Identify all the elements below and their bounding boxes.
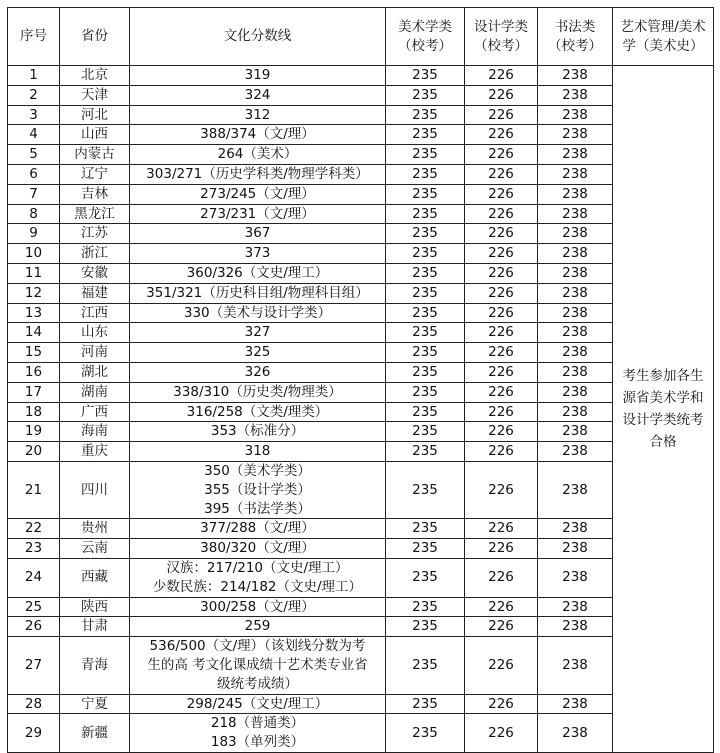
table-row <box>8 85 714 105</box>
row-culture-score-cell: 259 <box>130 617 386 637</box>
row-calligraphy-score-cell: 238 <box>538 263 613 283</box>
row-design-score-cell: 226 <box>465 303 538 323</box>
row-province-cell: 云南 <box>60 539 130 559</box>
row-design-score-cell: 226 <box>465 519 538 539</box>
row-design-score-cell: 226 <box>465 539 538 559</box>
row-design-score-cell: 226 <box>465 164 538 184</box>
row-province-cell: 海南 <box>60 422 130 442</box>
row-design-score-cell: 226 <box>465 558 538 597</box>
table-row <box>8 382 714 402</box>
header-seq: 序号 <box>8 8 60 66</box>
table-row <box>8 343 714 363</box>
table-row <box>8 263 714 283</box>
row-province-cell: 广西 <box>60 402 130 422</box>
row-culture-score-cell: 316/258（文类/理类） <box>130 402 386 422</box>
table-row <box>8 558 714 597</box>
table-row <box>8 539 714 559</box>
row-seq-cell: 20 <box>8 442 60 462</box>
row-calligraphy-score-cell: 238 <box>538 362 613 382</box>
row-art-score-cell: 235 <box>386 85 465 105</box>
row-art-score-cell: 235 <box>386 362 465 382</box>
row-province-cell: 辽宁 <box>60 164 130 184</box>
row-province-cell: 河北 <box>60 105 130 125</box>
table-row <box>8 184 714 204</box>
row-art-score-cell: 235 <box>386 694 465 714</box>
row-art-score-cell: 235 <box>386 382 465 402</box>
row-culture-score-cell: 318 <box>130 442 386 462</box>
row-culture-score-cell: 353（标准分） <box>130 422 386 442</box>
table-row <box>8 303 714 323</box>
row-province-cell: 西藏 <box>60 558 130 597</box>
row-province-cell: 天津 <box>60 85 130 105</box>
table-row <box>8 597 714 617</box>
row-design-score-cell: 226 <box>465 145 538 165</box>
row-seq-cell: 29 <box>8 714 60 753</box>
header-culture-score: 文化分数线 <box>130 8 386 66</box>
row-design-score-cell: 226 <box>465 323 538 343</box>
row-seq-cell: 14 <box>8 323 60 343</box>
row-culture-score-cell: 380/320（文/理） <box>130 539 386 559</box>
row-design-score-cell: 226 <box>465 694 538 714</box>
row-calligraphy-score-cell: 238 <box>538 303 613 323</box>
table-row <box>8 204 714 224</box>
row-seq-cell: 10 <box>8 244 60 264</box>
row-province-cell: 安徽 <box>60 263 130 283</box>
row-province-cell: 黑龙江 <box>60 204 130 224</box>
row-calligraphy-score-cell: 238 <box>538 283 613 303</box>
row-calligraphy-score-cell: 238 <box>538 105 613 125</box>
row-culture-score-cell: 338/310（历史类/物理类） <box>130 382 386 402</box>
row-calligraphy-score-cell: 238 <box>538 442 613 462</box>
row-art-score-cell: 235 <box>386 343 465 363</box>
header-art: 美术学类 （校考） <box>386 8 465 66</box>
row-design-score-cell: 226 <box>465 105 538 125</box>
row-seq-cell: 19 <box>8 422 60 442</box>
row-design-score-cell: 226 <box>465 85 538 105</box>
table-row <box>8 283 714 303</box>
row-art-score-cell: 235 <box>386 539 465 559</box>
row-seq-cell: 25 <box>8 597 60 617</box>
row-art-score-cell: 235 <box>386 617 465 637</box>
row-seq-cell: 3 <box>8 105 60 125</box>
table-row <box>8 145 714 165</box>
row-design-score-cell: 226 <box>465 125 538 145</box>
row-province-cell: 北京 <box>60 66 130 86</box>
row-calligraphy-score-cell: 238 <box>538 184 613 204</box>
row-calligraphy-score-cell: 238 <box>538 125 613 145</box>
row-calligraphy-score-cell: 238 <box>538 343 613 363</box>
row-calligraphy-score-cell: 238 <box>538 519 613 539</box>
row-culture-score-cell: 351/321（历史科目组/物理科目组） <box>130 283 386 303</box>
row-design-score-cell: 226 <box>465 402 538 422</box>
row-calligraphy-score-cell: 238 <box>538 597 613 617</box>
art-management-note: 考生参加各生 源省美术学和 设计学类统考 合格 <box>613 66 714 753</box>
row-design-score-cell: 226 <box>465 461 538 518</box>
row-art-score-cell: 235 <box>386 558 465 597</box>
row-province-cell: 湖南 <box>60 382 130 402</box>
row-seq-cell: 22 <box>8 519 60 539</box>
row-calligraphy-score-cell: 238 <box>538 204 613 224</box>
row-art-score-cell: 235 <box>386 283 465 303</box>
row-art-score-cell: 235 <box>386 714 465 753</box>
table-row <box>8 714 714 753</box>
row-seq-cell: 8 <box>8 204 60 224</box>
row-seq-cell: 12 <box>8 283 60 303</box>
row-art-score-cell: 235 <box>386 442 465 462</box>
row-culture-score-cell: 汉族：217/210（文史/理工） 少数民族：214/182（文史/理工） <box>130 558 386 597</box>
row-design-score-cell: 226 <box>465 422 538 442</box>
row-province-cell: 山东 <box>60 323 130 343</box>
row-culture-score-cell: 218（普通类） 183（单列类） <box>130 714 386 753</box>
row-province-cell: 江西 <box>60 303 130 323</box>
row-calligraphy-score-cell: 238 <box>538 323 613 343</box>
row-province-cell: 青海 <box>60 637 130 694</box>
table-row <box>8 402 714 422</box>
row-culture-score-cell: 536/500（文/理）（该划线分数为考 生的高 考文化课成绩十艺术类专业省 级统考成绩） <box>130 637 386 694</box>
row-art-score-cell: 235 <box>386 125 465 145</box>
table-row <box>8 224 714 244</box>
row-seq-cell: 7 <box>8 184 60 204</box>
row-culture-score-cell: 373 <box>130 244 386 264</box>
row-culture-score-cell: 273/231（文/理） <box>130 204 386 224</box>
row-calligraphy-score-cell: 238 <box>538 714 613 753</box>
header-row <box>8 8 714 66</box>
row-art-score-cell: 235 <box>386 597 465 617</box>
table-row <box>8 617 714 637</box>
row-province-cell: 湖北 <box>60 362 130 382</box>
row-seq-cell: 15 <box>8 343 60 363</box>
row-calligraphy-score-cell: 238 <box>538 617 613 637</box>
row-art-score-cell: 235 <box>386 519 465 539</box>
row-seq-cell: 17 <box>8 382 60 402</box>
row-culture-score-cell: 367 <box>130 224 386 244</box>
table-body <box>8 66 714 753</box>
row-calligraphy-score-cell: 238 <box>538 461 613 518</box>
row-province-cell: 重庆 <box>60 442 130 462</box>
row-culture-score-cell: 273/245（文/理） <box>130 184 386 204</box>
row-culture-score-cell: 377/288（文/理） <box>130 519 386 539</box>
table-row <box>8 362 714 382</box>
row-art-score-cell: 235 <box>386 422 465 442</box>
table-row <box>8 519 714 539</box>
row-art-score-cell: 235 <box>386 204 465 224</box>
row-art-score-cell: 235 <box>386 164 465 184</box>
row-design-score-cell: 226 <box>465 617 538 637</box>
row-art-score-cell: 235 <box>386 461 465 518</box>
row-design-score-cell: 226 <box>465 597 538 617</box>
row-seq-cell: 18 <box>8 402 60 422</box>
row-design-score-cell: 226 <box>465 184 538 204</box>
row-design-score-cell: 226 <box>465 714 538 753</box>
table-row <box>8 637 714 694</box>
row-design-score-cell: 226 <box>465 283 538 303</box>
row-province-cell: 江苏 <box>60 224 130 244</box>
row-art-score-cell: 235 <box>386 105 465 125</box>
table-row <box>8 442 714 462</box>
row-design-score-cell: 226 <box>465 204 538 224</box>
row-art-score-cell: 235 <box>386 224 465 244</box>
row-design-score-cell: 226 <box>465 362 538 382</box>
table-row <box>8 461 714 518</box>
row-calligraphy-score-cell: 238 <box>538 224 613 244</box>
row-calligraphy-score-cell: 238 <box>538 694 613 714</box>
row-design-score-cell: 226 <box>465 343 538 363</box>
row-province-cell: 福建 <box>60 283 130 303</box>
row-art-score-cell: 235 <box>386 402 465 422</box>
row-seq-cell: 5 <box>8 145 60 165</box>
row-design-score-cell: 226 <box>465 382 538 402</box>
header-art-management: 艺术管理/美术 学（美术史） <box>613 8 714 66</box>
row-culture-score-cell: 324 <box>130 85 386 105</box>
row-art-score-cell: 235 <box>386 244 465 264</box>
row-seq-cell: 13 <box>8 303 60 323</box>
row-culture-score-cell: 319 <box>130 66 386 86</box>
row-culture-score-cell: 312 <box>130 105 386 125</box>
row-art-score-cell: 235 <box>386 637 465 694</box>
row-province-cell: 宁夏 <box>60 694 130 714</box>
row-design-score-cell: 226 <box>465 263 538 283</box>
row-art-score-cell: 235 <box>386 263 465 283</box>
row-seq-cell: 24 <box>8 558 60 597</box>
row-art-score-cell: 235 <box>386 145 465 165</box>
row-calligraphy-score-cell: 238 <box>538 85 613 105</box>
table-row <box>8 422 714 442</box>
row-calligraphy-score-cell: 238 <box>538 382 613 402</box>
row-seq-cell: 27 <box>8 637 60 694</box>
row-seq-cell: 6 <box>8 164 60 184</box>
row-art-score-cell: 235 <box>386 303 465 323</box>
row-culture-score-cell: 325 <box>130 343 386 363</box>
row-culture-score-cell: 350（美术学类） 355（设计学类） 395（书法学类） <box>130 461 386 518</box>
row-culture-score-cell: 360/326（文史/理工） <box>130 263 386 283</box>
row-culture-score-cell: 330（美术与设计学类） <box>130 303 386 323</box>
row-art-score-cell: 235 <box>386 323 465 343</box>
row-calligraphy-score-cell: 238 <box>538 637 613 694</box>
row-province-cell: 浙江 <box>60 244 130 264</box>
row-province-cell: 内蒙古 <box>60 145 130 165</box>
row-culture-score-cell: 300/258（文/理） <box>130 597 386 617</box>
row-seq-cell: 11 <box>8 263 60 283</box>
row-design-score-cell: 226 <box>465 224 538 244</box>
table-row <box>8 125 714 145</box>
row-province-cell: 新疆 <box>60 714 130 753</box>
row-calligraphy-score-cell: 238 <box>538 244 613 264</box>
row-art-score-cell: 235 <box>386 66 465 86</box>
score-table-container <box>7 7 713 753</box>
row-culture-score-cell: 264（美术） <box>130 145 386 165</box>
row-calligraphy-score-cell: 238 <box>538 422 613 442</box>
row-culture-score-cell: 298/245（文史/理工） <box>130 694 386 714</box>
row-seq-cell: 28 <box>8 694 60 714</box>
table-row <box>8 244 714 264</box>
row-calligraphy-score-cell: 238 <box>538 402 613 422</box>
row-province-cell: 吉林 <box>60 184 130 204</box>
row-calligraphy-score-cell: 238 <box>538 145 613 165</box>
row-seq-cell: 9 <box>8 224 60 244</box>
table-row <box>8 164 714 184</box>
row-calligraphy-score-cell: 238 <box>538 539 613 559</box>
row-calligraphy-score-cell: 238 <box>538 164 613 184</box>
row-seq-cell: 21 <box>8 461 60 518</box>
row-seq-cell: 1 <box>8 66 60 86</box>
row-seq-cell: 26 <box>8 617 60 637</box>
row-province-cell: 甘肃 <box>60 617 130 637</box>
row-design-score-cell: 226 <box>465 244 538 264</box>
row-province-cell: 陕西 <box>60 597 130 617</box>
row-seq-cell: 4 <box>8 125 60 145</box>
table-row <box>8 105 714 125</box>
header-design: 设计学类 （校考） <box>465 8 538 66</box>
row-design-score-cell: 226 <box>465 66 538 86</box>
row-seq-cell: 2 <box>8 85 60 105</box>
row-seq-cell: 23 <box>8 539 60 559</box>
row-province-cell: 贵州 <box>60 519 130 539</box>
header-province: 省份 <box>60 8 130 66</box>
row-culture-score-cell: 303/271（历史学科类/物理学科类） <box>130 164 386 184</box>
row-design-score-cell: 226 <box>465 637 538 694</box>
row-culture-score-cell: 388/374（文/理） <box>130 125 386 145</box>
row-culture-score-cell: 326 <box>130 362 386 382</box>
row-province-cell: 河南 <box>60 343 130 363</box>
row-culture-score-cell: 327 <box>130 323 386 343</box>
row-seq-cell: 16 <box>8 362 60 382</box>
row-province-cell: 山西 <box>60 125 130 145</box>
row-design-score-cell: 226 <box>465 442 538 462</box>
score-table <box>7 7 714 753</box>
table-row <box>8 694 714 714</box>
header-calligraphy: 书法类 （校考） <box>538 8 613 66</box>
row-art-score-cell: 235 <box>386 184 465 204</box>
row-calligraphy-score-cell: 238 <box>538 66 613 86</box>
row-province-cell: 四川 <box>60 461 130 518</box>
row-calligraphy-score-cell: 238 <box>538 558 613 597</box>
table-row <box>8 66 714 86</box>
table-row <box>8 323 714 343</box>
